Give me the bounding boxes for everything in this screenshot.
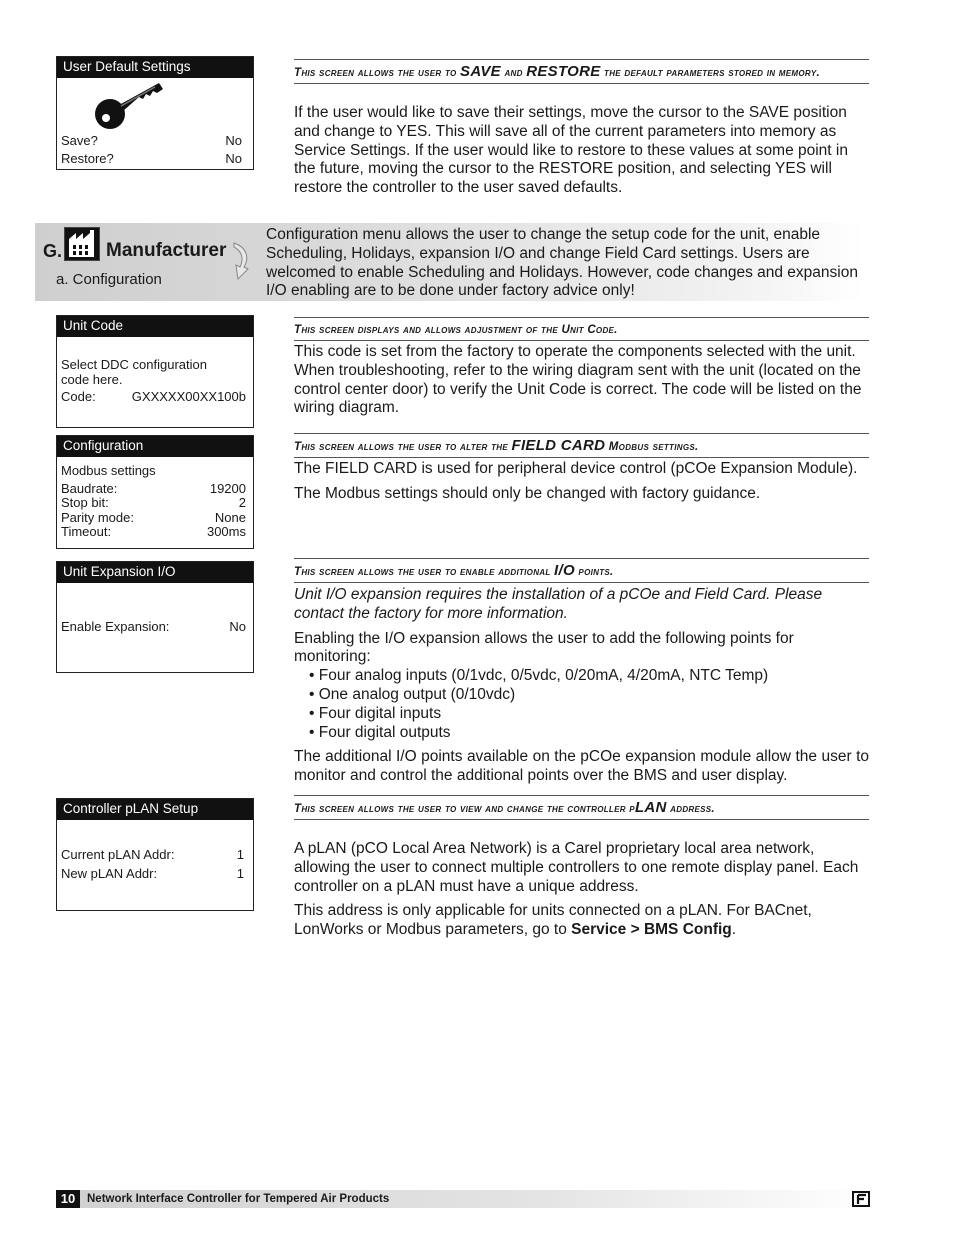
panel-title: Unit Expansion I/O [57,562,253,583]
plan-setup-panel [56,798,254,911]
io-expansion-text: Unit I/O expansion requires the installation of a pCOe and Field Card. Please contact the factory for more information. Enabling the I/O expansion allows the user to add the following points for monitoring: • Four analog inputs (0/1vdc, 0/5vdc, 0/20mA, 4/20mA, NTC Temp) • One analog output (0/10vdc) • Four digital inputs • Four digital outputs The additional I/O points available on the pCOe expansion module allow the user to monitor and control the additional points over the BMS and user display. [294,586,869,792]
plan-heading: This screen allows the user to view and change the controller pLAN address. [294,795,869,820]
section-title: Manufacturer [106,240,227,261]
section-intro: Configuration menu allows the user to change the setup code for the unit, enable Scheduling, Holidays, expansion I/O and change Field Card settings. Users are welcomed to enable Scheduling and Holidays. However, code changes and expansion I/O enabling are to be done under factory advice only! [266,226,858,300]
unit-code-panel: Unit Code Select DDC configuration code here. Code: GXXXXX00XX100b [56,315,254,428]
save-row[interactable]: Save? No [61,133,242,148]
key-icon [93,81,173,137]
section-letter: G. [43,241,63,261]
plan-text: A pLAN (pCO Local Area Network) is a Carel proprietary local area network, allowing the user to connect multiple controllers to one remote display panel. Each controller on a pLAN must have a unique address. This address is only applicable for units connected on a pLAN. For BACnet, LonWorks or Modbus parameters, go to Service > BMS Config. [294,840,859,939]
stop-bit-row[interactable]: Stop bit: 2 [61,495,246,510]
save-restore-heading: This screen allows the user to SAVE and RESTORE the default parameters stored in memory. [294,59,869,84]
unit-code-heading: This screen displays and allows adjustment of the Unit Code. [294,317,869,341]
list-item: • Four analog inputs (0/1vdc, 0/5vdc, 0/20mA, 4/20mA, NTC Temp) [309,667,869,686]
baudrate-row[interactable]: Baudrate: 19200 [61,480,246,496]
field-card-text: The FIELD CARD is used for peripheral device control (pCOe Expansion Module). The Modbus settings should only be changed with factory guidance. [294,460,858,502]
factory-icon [64,227,100,261]
code-row[interactable]: Code: GXXXXX00XX100b [61,389,246,404]
configuration-panel: Configuration Modbus settings Baudrate: 19200 Stop bit: 2 Parity mode: None Timeout: 300ms [56,435,254,549]
curved-arrow-icon [230,241,254,281]
save-restore-text: If the user would like to save their settings, move the cursor to the SAVE position and change to YES. This will save all of the current parameters into memory as Service Settings. If the user would like to restore to these values at some point in the future, moving the cursor to the RESTORE position, and selecting YES will restore the controller to the user saved defaults. [294,104,848,197]
io-expansion-heading: This screen allows the user to enable additional I/O points. [294,558,869,583]
timeout-row[interactable]: Timeout: 300ms [61,524,246,539]
panel-title: Configuration [57,436,253,457]
section-subtitle: a. Configuration [56,271,162,288]
user-default-settings-panel [56,56,254,170]
unit-expansion-panel [56,561,254,673]
current-plan-addr-row[interactable]: Current pLAN Addr: 1 [61,847,244,862]
page-number: 10 [56,1190,80,1208]
new-plan-addr-row[interactable]: New pLAN Addr: 1 [61,865,244,881]
list-item: • One analog output (0/10vdc) [309,686,869,705]
io-points-list [294,667,869,742]
field-card-heading: This screen allows the user to alter the FIELD CARD Modbus settings. [294,433,869,458]
unit-code-text: This code is set from the factory to operate the components selected with the unit. When troubleshooting, refer to the wiring diagram sent with the unit (located on the control center door) to verify the Unit Code is correct. The code will be listed on the wiring diagram. [294,343,862,417]
panel-title: Unit Code [57,316,253,337]
list-item: • Four digital inputs [309,705,869,724]
panel-title: Controller pLAN Setup [57,799,253,820]
parity-mode-row[interactable]: Parity mode: None [61,509,246,525]
footer-title: Network Interface Controller for Tempered Air Products [87,1193,390,1205]
list-item: • Four digital outputs [309,724,869,743]
brand-logo-icon [852,1191,870,1207]
enable-expansion-row[interactable]: Enable Expansion: No [61,619,246,634]
restore-row[interactable]: Restore? No [61,150,242,166]
panel-title: User Default Settings [57,57,253,78]
